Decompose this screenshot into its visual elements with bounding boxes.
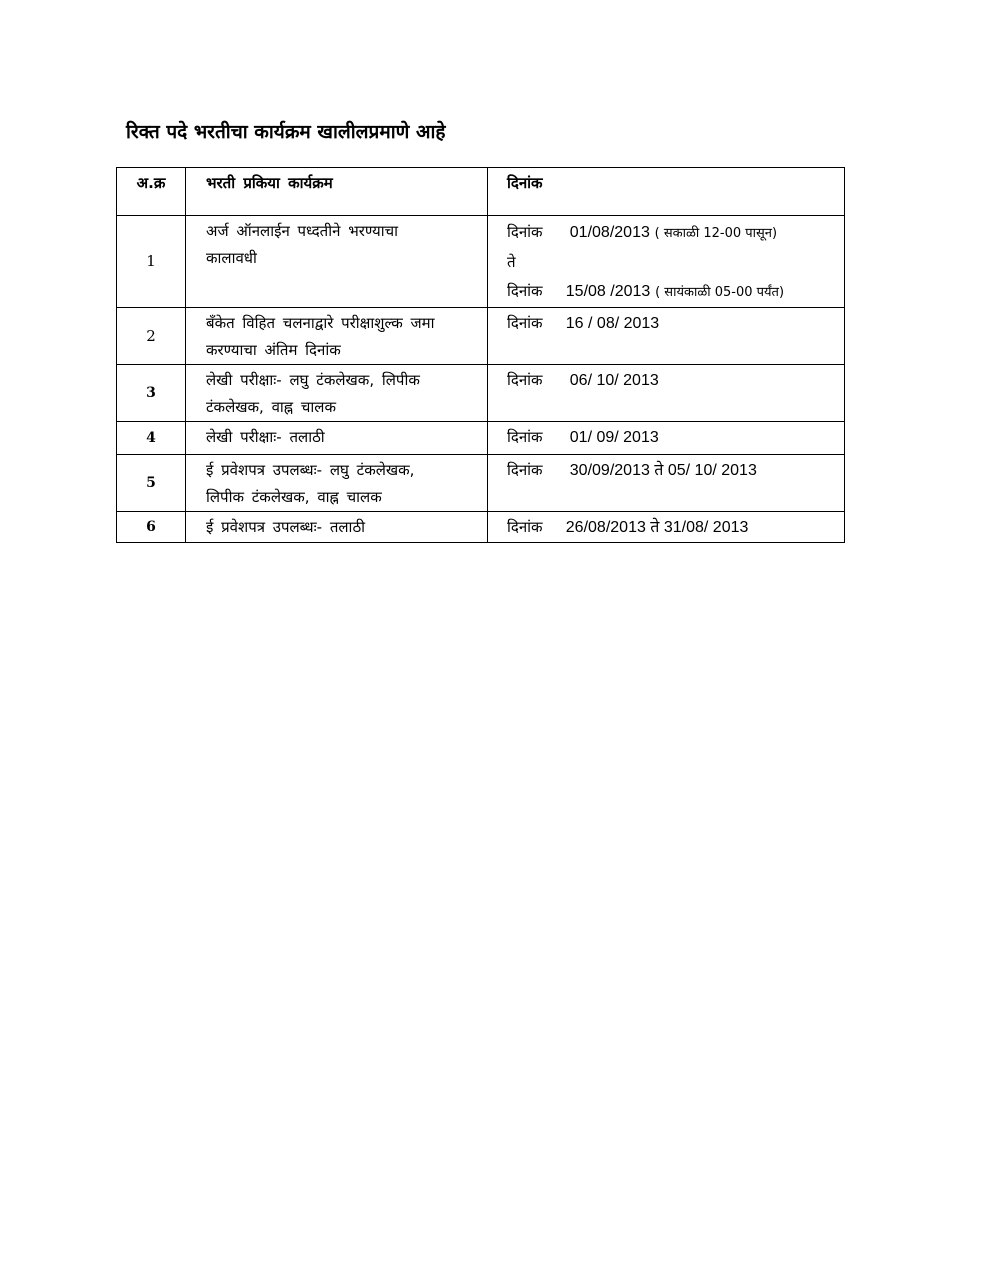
row-serial: 2 — [117, 308, 186, 365]
date-value: 01/ 09/ 2013 — [569, 429, 659, 446]
process-line: बँकेत विहित चलनाद्वारे परीक्षाशुल्क जमा — [206, 314, 435, 332]
row-process — [186, 422, 488, 455]
process-line: टंकलेखक, वाह्न चालक — [206, 398, 336, 416]
date-label: दिनांक — [507, 461, 543, 479]
date-label: दिनांक — [507, 518, 543, 536]
date-label: दिनांक — [507, 371, 543, 389]
date-note: ( सायंकाळी 05-00 पर्यंत) — [655, 285, 785, 300]
header-process: भरती प्रकिया कार्यक्रम — [186, 168, 488, 216]
row-date — [488, 216, 845, 308]
date-value: 16 / 08/ 2013 — [565, 315, 660, 332]
date-value: 06/ 10/ 2013 — [569, 372, 659, 389]
row-process — [186, 216, 488, 308]
table-header-row — [117, 168, 845, 216]
process-line: ई प्रवेशपत्र उपलब्धः- लघु टंकलेखक, — [206, 461, 415, 479]
date-note: ( सकाळी 12-00 पासून) — [654, 226, 778, 241]
row-serial: 3 — [117, 365, 186, 422]
date-label: दिनांक — [507, 428, 543, 446]
table-row — [117, 365, 845, 422]
date-connector: ते — [507, 253, 516, 271]
process-line: अर्ज ऑनलाईन पध्दतीने भरण्याचा — [206, 222, 398, 240]
row-date — [488, 365, 845, 422]
date-label: दिनांक — [507, 223, 543, 241]
process-line: लेखी परीक्षाः- तलाठी — [206, 428, 325, 446]
row-serial: 1 — [117, 216, 186, 308]
header-serial: अ.क्र — [117, 168, 186, 216]
row-date — [488, 308, 845, 365]
table-row — [117, 422, 845, 455]
table-row — [117, 216, 845, 308]
row-serial: 6 — [117, 512, 186, 543]
date-value: 01/08/2013 — [569, 224, 650, 241]
document-heading: रिक्त पदे भरतीचा कार्यक्रम खालीलप्रमाणे आहे — [126, 121, 446, 143]
row-serial: 4 — [117, 422, 186, 455]
row-date — [488, 512, 845, 543]
table-row — [117, 512, 845, 543]
table-row — [117, 455, 845, 512]
row-process — [186, 365, 488, 422]
row-process — [186, 308, 488, 365]
date-label: दिनांक — [507, 282, 543, 300]
process-line: लेखी परीक्षाः- लघु टंकलेखक, लिपीक — [206, 371, 420, 389]
row-process — [186, 455, 488, 512]
process-line: लिपीक टंकलेखक, वाह्न चालक — [206, 488, 382, 506]
date-value: 15/08 /2013 — [565, 283, 651, 300]
row-date — [488, 422, 845, 455]
date-value: 30/09/2013 ते 05/ 10/ 2013 — [569, 462, 757, 479]
process-line: करण्याचा अंतिम दिनांक — [206, 341, 341, 359]
date-value: 26/08/2013 ते 31/08/ 2013 — [565, 519, 749, 536]
row-process — [186, 512, 488, 543]
table-row — [117, 308, 845, 365]
process-line: कालावधी — [206, 249, 257, 267]
row-serial: 5 — [117, 455, 186, 512]
process-line: ई प्रवेशपत्र उपलब्धः- तलाठी — [206, 518, 366, 536]
recruitment-schedule-table — [116, 167, 845, 543]
date-label: दिनांक — [507, 314, 543, 332]
header-date: दिनांक — [488, 168, 845, 216]
row-date — [488, 455, 845, 512]
